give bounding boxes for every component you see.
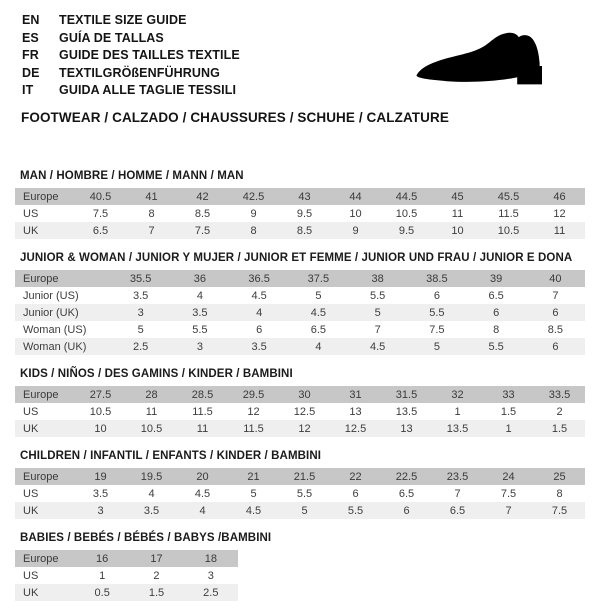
language-code: EN [22,13,40,27]
language-code: ES [22,30,39,45]
size-cell: 3 [170,338,229,355]
size-section-kids [15,368,585,437]
row-label: Europe [15,188,75,205]
size-cell: 8.5 [526,321,585,338]
size-cell: 43 [279,188,330,205]
size-cell: 5.5 [348,287,407,304]
size-cell: 1 [432,403,483,420]
size-cell: 8 [467,321,526,338]
language-list [22,12,240,100]
row-label: US [15,205,75,222]
language-row-fr [22,47,240,65]
section-title-kids: KIDS / NIÑOS / DES GAMINS / KINDER / BAMBINI [20,368,293,380]
size-cell: 6 [526,304,585,321]
table-row-woman-uk [15,338,585,355]
size-cell: 25 [534,468,585,485]
size-cell: 13.5 [381,403,432,420]
table-row-woman-us [15,321,585,338]
table-row-us [15,567,238,584]
row-label: US [15,567,75,584]
section-title-man: MAN / HOMBRE / HOMME / MANN / MAN [20,170,244,182]
size-cell: 12 [228,403,279,420]
size-cell: 22 [330,468,381,485]
size-cell: 42.5 [228,188,279,205]
table-row-europe [15,270,585,287]
size-cell: 10.5 [381,205,432,222]
language-row-es [22,30,240,48]
language-label: GUÍA DE TALLAS [59,30,164,45]
size-cell: 30 [279,386,330,403]
size-cell: 28.5 [177,386,228,403]
size-cell: 5.5 [330,502,381,519]
size-cell: 11 [534,222,585,239]
size-cell: 4 [126,485,177,502]
size-cell: 19 [75,468,126,485]
size-cell: 20 [177,468,228,485]
size-table-children [15,468,585,519]
table-row-us [15,403,585,420]
size-cell: 12 [534,205,585,222]
size-tables [15,170,585,614]
size-cell: 5.5 [407,304,466,321]
size-cell: 6 [330,485,381,502]
size-cell: 1 [75,567,129,584]
size-cell: 8.5 [279,222,330,239]
size-cell: 27.5 [75,386,126,403]
section-title-children: CHILDREN / INFANTIL / ENFANTS / KINDER / BAMBINI [20,450,322,462]
size-cell: 7.5 [534,502,585,519]
size-cell: 12 [279,420,330,437]
size-cell: 3.5 [230,338,289,355]
size-cell: 33.5 [534,386,585,403]
size-cell: 4.5 [177,485,228,502]
size-cell: 38.5 [407,270,466,287]
size-cell: 9.5 [381,222,432,239]
size-cell: 5 [228,485,279,502]
size-cell: 7 [126,222,177,239]
size-cell: 33 [483,386,534,403]
size-cell: 13 [381,420,432,437]
size-cell: 10.5 [75,403,126,420]
row-label: Europe [15,550,75,567]
table-row-us [15,205,585,222]
size-cell: 38 [348,270,407,287]
size-cell: 1.5 [483,403,534,420]
size-cell: 7 [526,287,585,304]
size-cell: 3 [75,502,126,519]
table-row-uk [15,222,585,239]
size-cell: 6.5 [289,321,348,338]
size-cell: 1.5 [534,420,585,437]
size-cell: 2 [129,567,183,584]
row-label: UK [15,420,75,437]
language-code: DE [22,65,40,80]
size-cell: 19.5 [126,468,177,485]
table-row-europe [15,188,585,205]
size-cell: 22.5 [381,468,432,485]
size-cell: 5 [279,502,330,519]
size-cell: 7.5 [177,222,228,239]
size-cell: 18 [184,550,238,567]
size-cell: 5.5 [467,338,526,355]
size-cell: 6 [407,287,466,304]
size-cell: 41 [126,188,177,205]
row-label: US [15,403,75,420]
size-cell: 40.5 [75,188,126,205]
size-cell: 39 [467,270,526,287]
dress-shoe-icon [400,30,572,94]
size-section-babies [15,532,585,601]
size-cell: 11 [177,420,228,437]
size-cell: 46 [534,188,585,205]
size-cell: 1.5 [129,584,183,601]
size-cell: 2.5 [184,584,238,601]
row-label: UK [15,502,75,519]
size-cell: 13 [330,403,381,420]
size-cell: 4 [170,287,229,304]
size-cell: 10.5 [483,222,534,239]
row-label: UK [15,584,75,601]
size-section-man [15,170,585,239]
size-table-junior-woman [15,270,585,355]
size-table-man [15,188,585,239]
size-cell: 31.5 [381,386,432,403]
row-label: Junior (US) [15,287,111,304]
size-cell: 5 [348,304,407,321]
size-cell: 5 [289,287,348,304]
row-label: Woman (US) [15,321,111,338]
size-cell: 11.5 [483,205,534,222]
row-label: Woman (UK) [15,338,111,355]
size-cell: 2 [534,403,585,420]
table-row-europe [15,468,585,485]
size-cell: 16 [75,550,129,567]
language-code: IT [22,83,34,97]
size-cell: 4.5 [230,287,289,304]
size-cell: 32 [432,386,483,403]
size-cell: 37.5 [289,270,348,287]
size-section-children [15,450,585,519]
language-row-en [22,12,240,30]
size-cell: 8 [228,222,279,239]
table-row-junior-us [15,287,585,304]
size-cell: 8 [126,205,177,222]
size-cell: 44 [330,188,381,205]
size-cell: 8.5 [177,205,228,222]
size-cell: 5 [407,338,466,355]
size-cell: 36 [170,270,229,287]
row-label: Europe [15,468,75,485]
size-cell: 45 [432,188,483,205]
size-cell: 40 [526,270,585,287]
size-cell: 11.5 [177,403,228,420]
size-cell: 6 [526,338,585,355]
size-cell: 10.5 [126,420,177,437]
size-cell: 4.5 [228,502,279,519]
table-row-europe [15,386,585,403]
size-cell: 8 [534,485,585,502]
size-cell: 4 [177,502,228,519]
size-cell: 3.5 [170,304,229,321]
language-label: GUIDE DES TAILLES TEXTILE [59,48,240,62]
size-cell: 23.5 [432,468,483,485]
table-row-us [15,485,585,502]
size-table-kids [15,386,585,437]
size-cell: 36.5 [230,270,289,287]
size-cell: 1 [483,420,534,437]
size-cell: 17 [129,550,183,567]
size-cell: 7.5 [75,205,126,222]
row-label: Junior (UK) [15,304,111,321]
section-title-babies: BABIES / BEBÉS / BÉBÉS / BABYS /BAMBINI [20,532,272,544]
size-cell: 10 [330,205,381,222]
size-cell: 9 [330,222,381,239]
size-cell: 6 [381,502,432,519]
table-row-uk [15,502,585,519]
size-cell: 28 [126,386,177,403]
size-cell: 11 [126,403,177,420]
size-cell: 35.5 [111,270,170,287]
size-cell: 6.5 [381,485,432,502]
size-cell: 4 [230,304,289,321]
size-cell: 3 [111,304,170,321]
category-title: FOOTWEAR / CALZADO / CHAUSSURES / SCHUHE / CALZATURE [21,110,449,125]
table-row-uk [15,584,238,601]
size-cell: 2.5 [111,338,170,355]
size-cell: 9 [228,205,279,222]
size-cell: 3.5 [126,502,177,519]
size-cell: 24 [483,468,534,485]
size-cell: 9.5 [279,205,330,222]
size-cell: 21 [228,468,279,485]
size-cell: 44.5 [381,188,432,205]
language-row-it [22,82,240,100]
size-cell: 11 [432,205,483,222]
size-cell: 6 [230,321,289,338]
size-cell: 3.5 [111,287,170,304]
section-title-junior-woman: JUNIOR & WOMAN / JUNIOR Y MUJER / JUNIOR ET FEMME / JUNIOR UND FRAU / JUNIOR E DONA [20,252,573,264]
size-cell: 6.5 [467,287,526,304]
table-row-uk [15,420,585,437]
size-cell: 7.5 [407,321,466,338]
size-cell: 31 [330,386,381,403]
size-cell: 6.5 [432,502,483,519]
size-cell: 3 [184,567,238,584]
row-label: US [15,485,75,502]
size-cell: 4 [289,338,348,355]
size-cell: 45.5 [483,188,534,205]
row-label: UK [15,222,75,239]
size-cell: 7.5 [483,485,534,502]
size-cell: 4.5 [289,304,348,321]
language-code: FR [22,48,39,62]
size-cell: 6 [467,304,526,321]
size-cell: 10 [75,420,126,437]
size-cell: 7 [348,321,407,338]
size-cell: 7 [483,502,534,519]
size-cell: 12.5 [279,403,330,420]
size-cell: 5.5 [170,321,229,338]
language-label: GUIDA ALLE TAGLIE TESSILI [59,83,237,97]
size-section-junior-woman [15,252,585,355]
size-table-babies [15,550,238,601]
size-cell: 21.5 [279,468,330,485]
size-cell: 5.5 [279,485,330,502]
size-cell: 5 [111,321,170,338]
size-cell: 42 [177,188,228,205]
row-label: Europe [15,386,75,403]
size-cell: 7 [432,485,483,502]
language-label: TEXTILE SIZE GUIDE [59,13,187,27]
size-cell: 3.5 [75,485,126,502]
size-cell: 29.5 [228,386,279,403]
size-cell: 10 [432,222,483,239]
row-label: Europe [15,270,111,287]
size-cell: 12.5 [330,420,381,437]
language-label: TEXTILGRÖßENFÜHRUNG [59,65,220,80]
table-row-junior-uk [15,304,585,321]
size-cell: 4.5 [348,338,407,355]
size-cell: 11.5 [228,420,279,437]
size-cell: 0.5 [75,584,129,601]
language-row-de [22,65,240,83]
table-row-europe [15,550,238,567]
size-cell: 6.5 [75,222,126,239]
size-cell: 13.5 [432,420,483,437]
